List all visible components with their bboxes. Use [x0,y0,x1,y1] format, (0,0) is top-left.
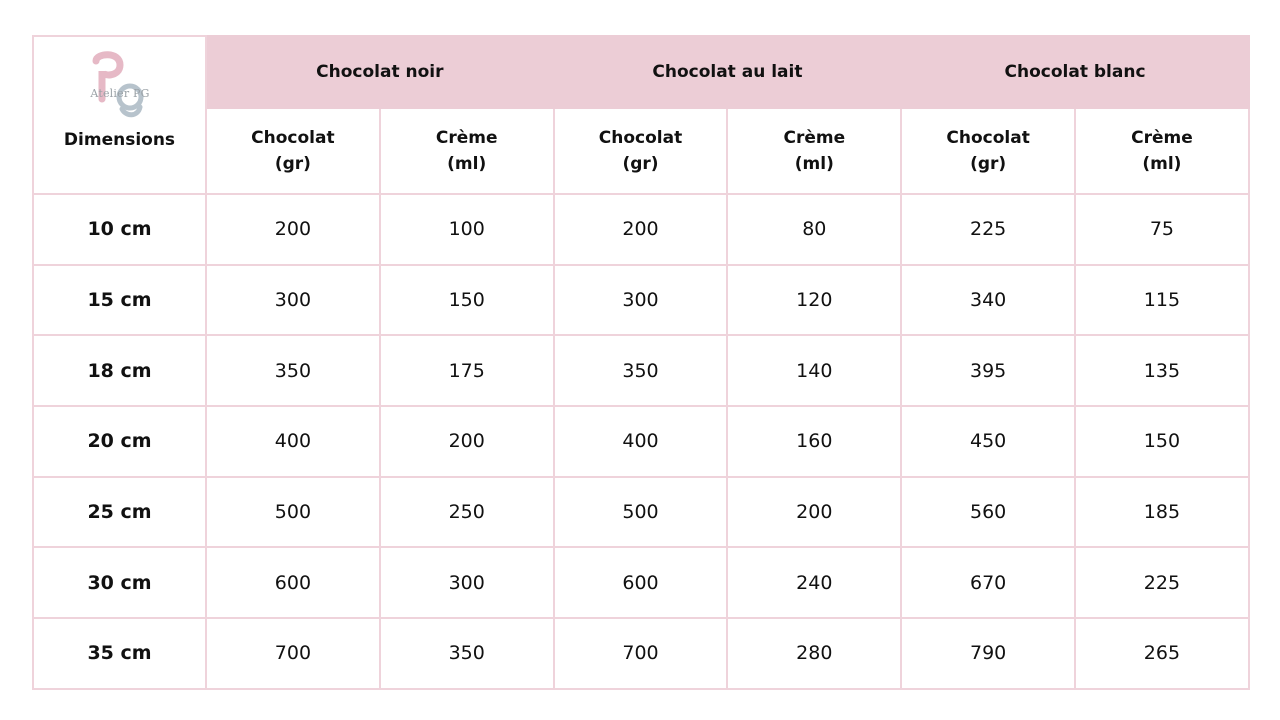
value-cell: 240 [727,547,901,618]
table-row [33,265,1249,336]
value-cell: 140 [727,335,901,406]
value-cell: 300 [380,547,554,618]
logo-monogram-icon [82,51,158,119]
value-cell: 225 [1075,547,1249,618]
dimensions-label: Dimensions [63,130,176,150]
sub-header-name: Chocolat [946,128,1030,148]
value-cell: 150 [380,265,554,336]
value-cell: 300 [206,265,380,336]
sub-header-unit: (ml) [794,154,834,174]
value-cell: 340 [901,265,1075,336]
sub-header-name: Crème [783,128,846,148]
value-cell: 600 [554,547,728,618]
table-row [33,194,1249,265]
value-cell: 100 [380,194,554,265]
group-header-dark: Chocolat noir [206,36,554,108]
value-cell: 350 [206,335,380,406]
sub-header-unit: (gr) [274,154,311,174]
value-cell: 160 [727,406,901,477]
sub-header-cell [554,108,728,194]
value-cell: 200 [206,194,380,265]
value-cell: 185 [1075,477,1249,548]
value-cell: 200 [554,194,728,265]
table-row [33,406,1249,477]
value-cell: 265 [1075,618,1249,689]
value-cell: 350 [554,335,728,406]
group-header-white: Chocolat blanc [901,36,1249,108]
sub-header-cell [380,108,554,194]
value-cell: 175 [380,335,554,406]
dimension-cell: 25 cm [33,477,206,548]
table-row [33,335,1249,406]
dimension-cell: 10 cm [33,194,206,265]
sub-header-name: Chocolat [251,128,335,148]
dimension-cell: 35 cm [33,618,206,689]
dimension-cell: 20 cm [33,406,206,477]
value-cell: 150 [1075,406,1249,477]
value-cell: 400 [554,406,728,477]
sub-header-cell [727,108,901,194]
value-cell: 400 [206,406,380,477]
sub-header-row [33,108,1249,194]
value-cell: 80 [727,194,901,265]
value-cell: 115 [1075,265,1249,336]
table-row [33,477,1249,548]
dimension-cell: 18 cm [33,335,206,406]
value-cell: 120 [727,265,901,336]
group-header-milk: Chocolat au lait [554,36,902,108]
value-cell: 200 [380,406,554,477]
sub-header-unit: (gr) [622,154,659,174]
sub-header-cell [1075,108,1249,194]
ganache-quantities-table [32,35,1250,690]
value-cell: 500 [206,477,380,548]
dimensions-header-cell [33,36,206,194]
sub-header-name: Crème [435,128,498,148]
value-cell: 300 [554,265,728,336]
value-cell: 225 [901,194,1075,265]
value-cell: 700 [206,618,380,689]
logo-text: Atelier PG [90,87,150,100]
table-row [33,547,1249,618]
sub-header-name: Crème [1131,128,1193,148]
atelier-pg-logo [82,51,158,119]
value-cell: 350 [380,618,554,689]
value-cell: 450 [901,406,1075,477]
ganache-table-container [32,35,1248,688]
sub-header-cell [206,108,380,194]
value-cell: 700 [554,618,728,689]
value-cell: 560 [901,477,1075,548]
value-cell: 280 [727,618,901,689]
sub-header-unit: (gr) [970,154,1007,174]
value-cell: 670 [901,547,1075,618]
table-row [33,618,1249,689]
value-cell: 395 [901,335,1075,406]
value-cell: 200 [727,477,901,548]
value-cell: 600 [206,547,380,618]
value-cell: 75 [1075,194,1249,265]
sub-header-unit: (ml) [447,154,487,174]
sub-header-cell [901,108,1075,194]
value-cell: 250 [380,477,554,548]
dimension-cell: 30 cm [33,547,206,618]
dimension-cell: 15 cm [33,265,206,336]
value-cell: 790 [901,618,1075,689]
value-cell: 135 [1075,335,1249,406]
group-header-row [33,36,1249,108]
sub-header-name: Chocolat [598,128,683,148]
value-cell: 500 [554,477,728,548]
sub-header-unit: (ml) [1142,154,1182,174]
